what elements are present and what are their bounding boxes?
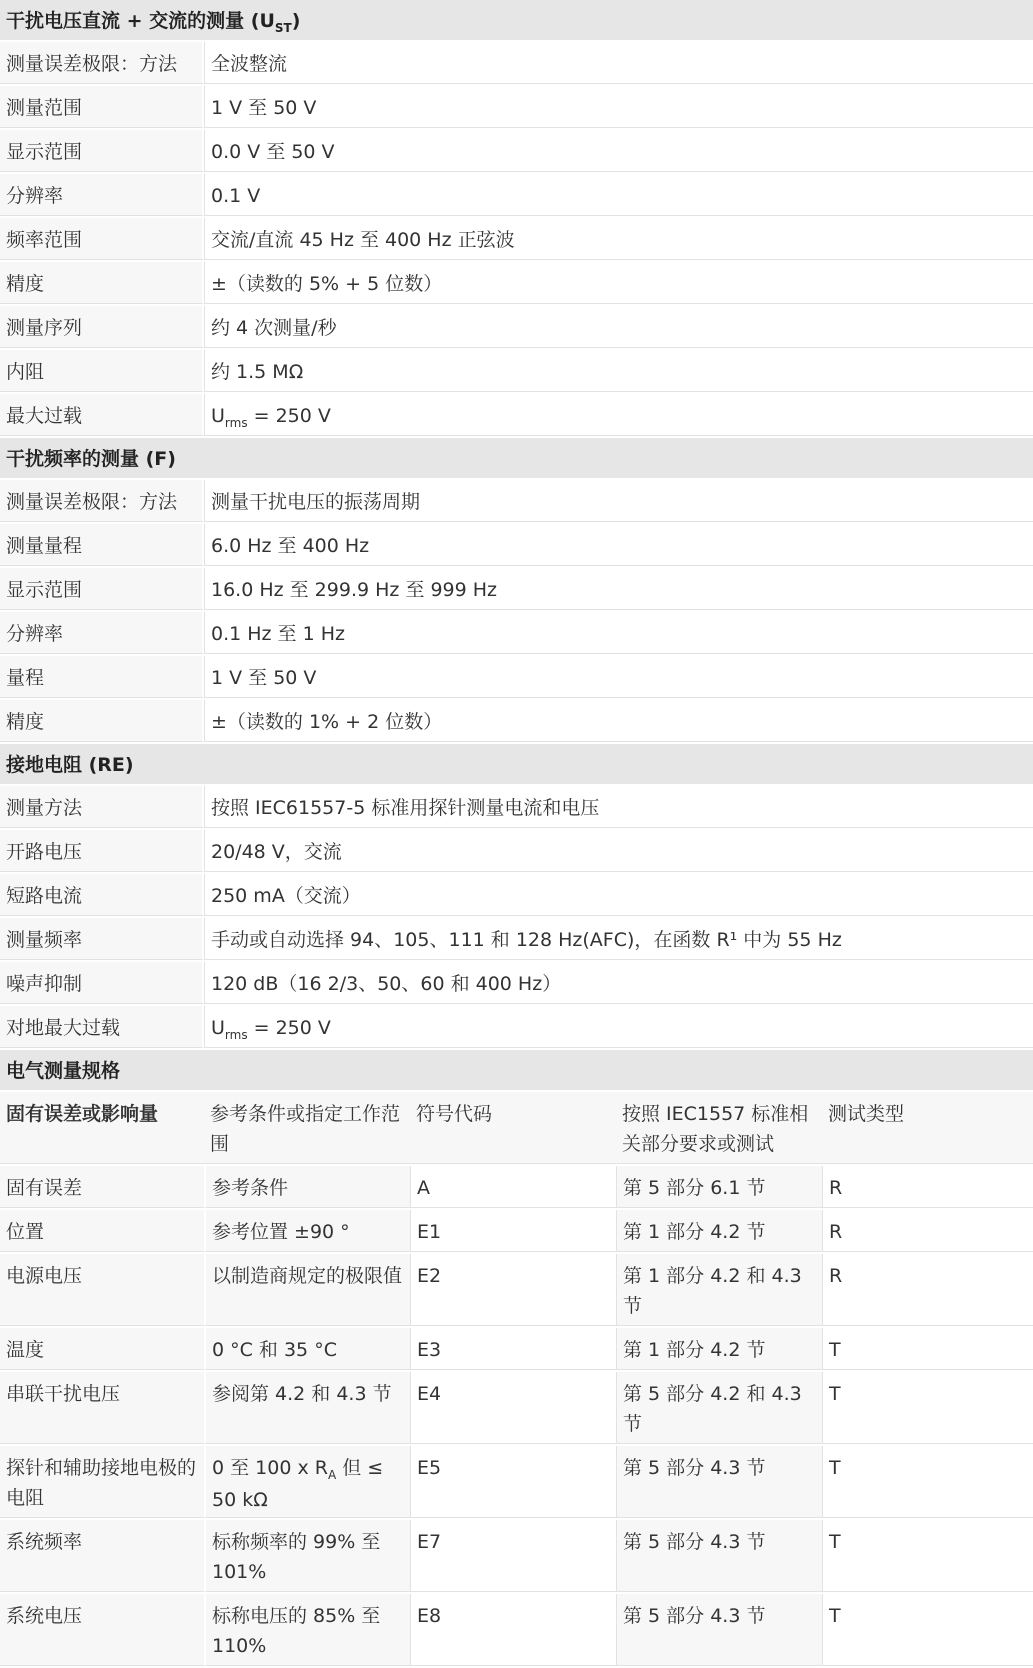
section-title-subscript: ST [274, 21, 292, 35]
row-value: 1 V 至 50 V [204, 656, 1033, 698]
row-label: 测量序列 [0, 306, 204, 348]
row-label: 分辨率 [0, 612, 204, 654]
row-label: 分辨率 [0, 174, 204, 216]
row-label: 精度 [0, 262, 204, 304]
table-row [0, 1210, 1033, 1254]
table-row [0, 480, 1033, 524]
table-row [0, 656, 1033, 700]
row-label: 短路电流 [0, 874, 204, 916]
row-value: 20/48 V，交流 [204, 830, 1033, 872]
cell-quantity: 位置 [0, 1210, 204, 1252]
table-row [0, 1520, 1033, 1594]
cell-condition: 0 °C 和 35 °C [204, 1328, 410, 1370]
cell-quantity: 固有误差 [0, 1166, 204, 1208]
cell-requirement: 第 5 部分 4.3 节 [616, 1520, 822, 1592]
cell-requirement: 第 5 部分 4.3 节 [616, 1446, 822, 1518]
cell-condition: 标称电压的 85% 至 110% [204, 1594, 410, 1666]
cell-test-type: T [822, 1446, 1033, 1518]
row-value: 全波整流 [204, 42, 1033, 84]
table-row [0, 86, 1033, 130]
table-row [0, 568, 1033, 612]
row-label: 量程 [0, 656, 204, 698]
cell-quantity: 串联干扰电压 [0, 1372, 204, 1444]
row-value: 6.0 Hz 至 400 Hz [204, 524, 1033, 566]
cell-requirement: 第 5 部分 6.1 节 [616, 1166, 822, 1208]
cell-requirement: 第 1 部分 4.2 节 [616, 1210, 822, 1252]
value-symbol: U [211, 405, 225, 427]
cell-test-type: T [822, 1328, 1033, 1370]
row-value: 0.1 Hz 至 1 Hz [204, 612, 1033, 654]
column-header: 按照 IEC1557 标准相关部分要求或测试 [616, 1092, 822, 1164]
table-row [0, 1446, 1033, 1520]
cell-test-type: T [822, 1594, 1033, 1666]
cell-test-type: R [822, 1254, 1033, 1326]
row-label: 频率范围 [0, 218, 204, 260]
row-value: 250 mA（交流） [204, 874, 1033, 916]
row-label: 对地最大过载 [0, 1006, 204, 1048]
table-row [0, 394, 1033, 438]
row-value: 120 dB（16 2/3、50、60 和 400 Hz） [204, 962, 1033, 1004]
cell-test-type: T [822, 1520, 1033, 1592]
table-header-row [0, 1092, 1033, 1166]
table-row [0, 874, 1033, 918]
cell-quantity: 电源电压 [0, 1254, 204, 1326]
cell-condition [204, 1446, 410, 1518]
column-header: 测试类型 [822, 1092, 1033, 1164]
table-row [0, 130, 1033, 174]
table-row [0, 1254, 1033, 1328]
row-label: 显示范围 [0, 568, 204, 610]
row-label: 显示范围 [0, 130, 204, 172]
cell-code: E4 [410, 1372, 616, 1444]
table-row [0, 1372, 1033, 1446]
section-title-end: ) [291, 10, 301, 32]
column-header: 符号代码 [410, 1092, 616, 1164]
row-label: 测量误差极限：方法 [0, 42, 204, 84]
value-subscript: rms [224, 416, 248, 430]
row-label: 测量方法 [0, 786, 204, 828]
section-header-spec: 电气测量规格 [0, 1050, 1033, 1092]
row-value: 0.0 V 至 50 V [204, 130, 1033, 172]
value-text: = 250 V [247, 405, 331, 427]
section-header-freq: 干扰频率的测量 (F) [0, 438, 1033, 480]
row-value: 0.1 V [204, 174, 1033, 216]
row-label: 最大过载 [0, 394, 204, 436]
condition-subscript: A [327, 1468, 337, 1482]
row-label: 测量频率 [0, 918, 204, 960]
cell-code: E2 [410, 1254, 616, 1326]
condition-text-end: 但 ≤ 50 kΩ [212, 1457, 384, 1511]
section-header-re: 接地电阻 (RE) [0, 744, 1033, 786]
cell-code: E1 [410, 1210, 616, 1252]
row-label: 噪声抑制 [0, 962, 204, 1004]
cell-quantity: 系统电压 [0, 1594, 204, 1666]
cell-test-type: R [822, 1166, 1033, 1208]
value-text: = 250 V [247, 1017, 331, 1039]
row-label: 测量误差极限：方法 [0, 480, 204, 522]
row-value: 约 1.5 MΩ [204, 350, 1033, 392]
row-value: ±（读数的 1% + 2 位数） [204, 700, 1033, 742]
cell-condition: 参阅第 4.2 和 4.3 节 [204, 1372, 410, 1444]
cell-condition: 参考位置 ±90 ° [204, 1210, 410, 1252]
row-label: 测量量程 [0, 524, 204, 566]
value-subscript: rms [224, 1028, 248, 1042]
table-row [0, 218, 1033, 262]
row-value: 按照 IEC61557-5 标准用探针测量电流和电压 [204, 786, 1033, 828]
row-label: 内阻 [0, 350, 204, 392]
table-row [0, 306, 1033, 350]
row-value: ±（读数的 5% + 5 位数） [204, 262, 1033, 304]
condition-text: 0 至 100 x R [212, 1457, 328, 1479]
row-label: 测量范围 [0, 86, 204, 128]
row-label: 开路电压 [0, 830, 204, 872]
row-value: 交流/直流 45 Hz 至 400 Hz 正弦波 [204, 218, 1033, 260]
table-row [0, 700, 1033, 744]
column-header: 固有误差或影响量 [0, 1092, 204, 1164]
cell-quantity: 探针和辅助接地电极的电阻 [0, 1446, 204, 1518]
cell-test-type: R [822, 1210, 1033, 1252]
row-value: 约 4 次测量/秒 [204, 306, 1033, 348]
cell-requirement: 第 5 部分 4.2 和 4.3 节 [616, 1372, 822, 1444]
table-row [0, 612, 1033, 656]
table-row [0, 1006, 1033, 1050]
section-header-ust [0, 0, 1033, 42]
cell-code: E5 [410, 1446, 616, 1518]
table-row [0, 830, 1033, 874]
cell-requirement: 第 1 部分 4.2 和 4.3 节 [616, 1254, 822, 1326]
cell-condition: 以制造商规定的极限值 [204, 1254, 410, 1326]
cell-code: E7 [410, 1520, 616, 1592]
cell-code: A [410, 1166, 616, 1208]
column-header: 参考条件或指定工作范围 [204, 1092, 410, 1164]
table-row [0, 262, 1033, 306]
table-row [0, 174, 1033, 218]
cell-test-type: T [822, 1372, 1033, 1444]
row-value: 手动或自动选择 94、105、111 和 128 Hz(AFC)，在函数 R¹ 中为 55 Hz [204, 918, 1033, 960]
row-label: 精度 [0, 700, 204, 742]
row-value: 测量干扰电压的振荡周期 [204, 480, 1033, 522]
cell-code: E8 [410, 1594, 616, 1666]
table-row [0, 1594, 1033, 1668]
table-row [0, 1166, 1033, 1210]
cell-requirement: 第 1 部分 4.2 节 [616, 1328, 822, 1370]
row-value [204, 1006, 1033, 1048]
table-row [0, 350, 1033, 394]
cell-requirement: 第 5 部分 4.3 节 [616, 1594, 822, 1666]
row-value: 1 V 至 50 V [204, 86, 1033, 128]
cell-code: E3 [410, 1328, 616, 1370]
section-title: 干扰电压直流 + 交流的测量 (U [6, 10, 275, 32]
table-row [0, 1328, 1033, 1372]
table-row [0, 918, 1033, 962]
table-row [0, 786, 1033, 830]
cell-quantity: 温度 [0, 1328, 204, 1370]
value-symbol: U [211, 1017, 225, 1039]
cell-quantity: 系统频率 [0, 1520, 204, 1592]
table-row [0, 962, 1033, 1006]
cell-condition: 标称频率的 99% 至 101% [204, 1520, 410, 1592]
table-row [0, 42, 1033, 86]
row-value [204, 394, 1033, 436]
table-row [0, 524, 1033, 568]
cell-condition: 参考条件 [204, 1166, 410, 1208]
row-value: 16.0 Hz 至 299.9 Hz 至 999 Hz [204, 568, 1033, 610]
